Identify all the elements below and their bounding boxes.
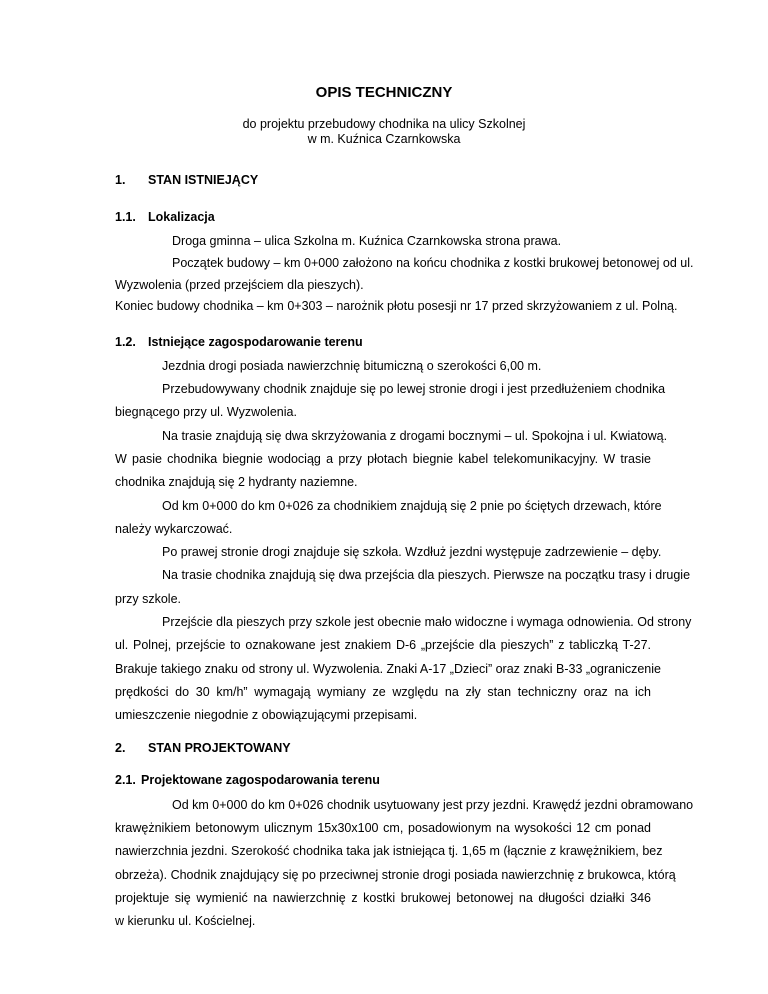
section-2-title: STAN PROJEKTOWANY [148, 741, 291, 755]
section-1-heading [115, 173, 258, 187]
paragraph-line: nawierzchnia jezdni. Szerokość chodnika taka jak istniejąca tj. 1,65 m (łącznie z krawężnikiem, bez [115, 844, 663, 858]
paragraph-line: Na trasie znajdują się dwa skrzyżowania z drogami bocznymi – ul. Spokojna i ul. Kwiatową. [162, 429, 668, 443]
paragraph-line: Jezdnia drogi posiada nawierzchnię bitumiczną o szerokości 6,00 m. [162, 359, 542, 373]
paragraph-line: biegnącego przy ul. Wyzwolenia. [115, 405, 297, 419]
section-2-heading [115, 741, 291, 755]
paragraph-line: Brakuje takiego znaku od strony ul. Wyzwolenia. Znaki A-17 „Dzieci” oraz znaki B-33 „ograniczenie [115, 662, 661, 676]
paragraph-line: Wyzwolenia (przed przejściem dla pieszych). [115, 278, 364, 292]
section-2-1-number: 2.1. [115, 773, 136, 787]
paragraph-line: Od km 0+000 do km 0+026 za chodnikiem znajdują się 2 pnie po ściętych drzewach, które [162, 499, 662, 513]
paragraph-line: Na trasie chodnika znajdują się dwa przejścia dla pieszych. Pierwsze na początku trasy i drugie [162, 568, 691, 582]
paragraph-line: umieszczenie niegodnie z obowiązującymi przepisami. [115, 708, 418, 722]
paragraph-line: przy szkole. [115, 592, 181, 606]
paragraph-line: projektuje się wymienić na nawierzchnię z kostki brukowej betonowej na długości działki 346 [115, 891, 651, 905]
section-1-1-number: 1.1. [115, 210, 136, 224]
section-1-2-title: Istniejące zagospodarowanie terenu [148, 335, 363, 349]
paragraph-line: Droga gminna – ulica Szkolna m. Kuźnica Czarnkowska strona prawa. [172, 234, 562, 248]
paragraph-line: należy wykarczować. [115, 522, 233, 536]
subtitle-line-2: w m. Kuźnica Czarnkowska [307, 132, 461, 146]
document-subtitle [0, 117, 768, 147]
paragraph-line: Początek budowy – km 0+000 założono na końcu chodnika z kostki brukowej betonowej od ul. [172, 256, 694, 270]
paragraph-line: prędkości do 30 km/h” wymagają wymiany ze względu na zły stan techniczny oraz na ich [115, 685, 651, 699]
section-2-1-heading [115, 773, 380, 787]
section-2-1-title: Projektowane zagospodarowania terenu [141, 773, 380, 787]
section-1-title: STAN ISTNIEJĄCY [148, 173, 259, 187]
paragraph-line: Od km 0+000 do km 0+026 chodnik usytuowany jest przy jezdni. Krawędź jezdni obramowano [172, 798, 694, 812]
section-1-number: 1. [115, 173, 126, 187]
paragraph-line: Przejście dla pieszych przy szkole jest obecnie mało widoczne i wymaga odnowienia. Od strony [162, 615, 692, 629]
subtitle-line-1: do projektu przebudowy chodnika na ulicy Szkolnej [242, 117, 526, 131]
paragraph-line: Po prawej stronie drogi znajduje się szkoła. Wzdłuż jezdni występuje zadrzewienie – dęby. [162, 545, 662, 559]
section-1-1-heading [115, 210, 215, 224]
document-title: OPIS TECHNICZNY [315, 84, 453, 101]
section-1-2-heading [115, 335, 363, 349]
paragraph-line: chodnika znajdują się 2 hydranty naziemne. [115, 475, 358, 489]
paragraph-line: w kierunku ul. Kościelnej. [115, 914, 256, 928]
paragraph-line: obrzeża). Chodnik znajdujący się po przeciwnej stronie drogi posiada nawierzchnię z brukowca, którą [115, 868, 676, 882]
paragraph-line: krawężnikiem betonowym ulicznym 15x30x100 cm, posadowionym na wysokości 12 cm ponad [115, 821, 651, 835]
section-1-2-number: 1.2. [115, 335, 136, 349]
section-1-1-title: Lokalizacja [148, 210, 215, 224]
section-2-number: 2. [115, 741, 126, 755]
paragraph-line: Koniec budowy chodnika – km 0+303 – narożnik płotu posesji nr 17 przed skrzyżowaniem z ul. Polną. [115, 299, 678, 313]
paragraph-line: ul. Polnej, przejście to oznakowane jest znakiem D-6 „przejście dla pieszych” z tabliczką T-27. [115, 638, 651, 652]
paragraph-line: W pasie chodnika biegnie wodociąg a przy płotach biegnie kabel telekomunikacyjny. W trasie [115, 452, 651, 466]
paragraph-line: Przebudowywany chodnik znajduje się po lewej stronie drogi i jest przedłużeniem chodnika [162, 382, 666, 396]
